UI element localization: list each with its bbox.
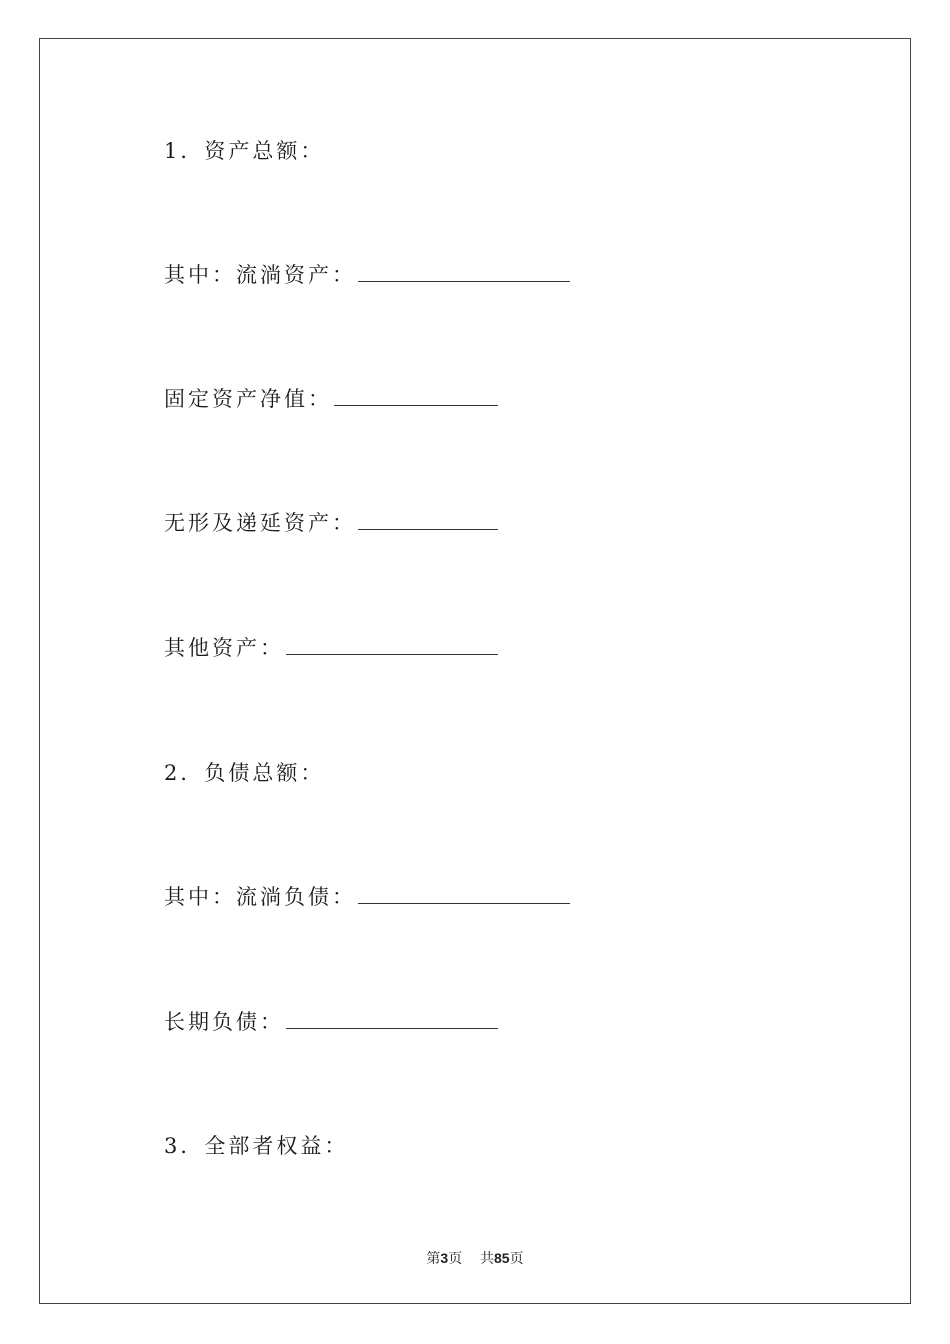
other-assets-blank[interactable] [286, 636, 498, 655]
current-liabilities-row [164, 883, 570, 911]
long-term-liabilities-blank[interactable] [286, 1010, 498, 1029]
long-term-liabilities-label: 长期负债： [164, 1010, 284, 1034]
current-liabilities-label: 其中：流淌负债： [164, 885, 356, 909]
intangible-assets-row [164, 509, 498, 537]
total-assets-label: 1．资产总额： [164, 139, 325, 163]
current-assets-blank[interactable] [358, 263, 570, 282]
current-assets-label: 其中：流淌资产： [164, 263, 356, 287]
page-footer [0, 1248, 950, 1268]
total-prefix: 共 [480, 1251, 495, 1267]
intangible-assets-blank[interactable] [358, 511, 498, 530]
intangible-assets-label: 无形及递延资产： [164, 511, 356, 535]
fixed-assets-row [164, 385, 498, 413]
total-suffix: 页 [509, 1251, 524, 1267]
other-assets-label: 其他资产： [164, 636, 284, 660]
page-suffix: 页 [448, 1251, 463, 1267]
other-assets-row [164, 634, 498, 662]
page-border [39, 38, 911, 1304]
total-assets-heading [164, 137, 324, 165]
page-prefix: 第 [426, 1251, 441, 1267]
total-liabilities-label: 2．负债总额： [164, 761, 325, 785]
fixed-assets-blank[interactable] [334, 387, 498, 406]
total-pages: 85 [494, 1250, 510, 1266]
fixed-assets-label: 固定资产净值： [164, 387, 332, 411]
total-liabilities-heading [164, 759, 324, 787]
current-assets-row [164, 261, 570, 289]
current-liabilities-blank[interactable] [358, 885, 570, 904]
page-number: 3 [440, 1250, 449, 1266]
long-term-liabilities-row [164, 1008, 498, 1036]
owners-equity-label: 3．全部者权益： [164, 1134, 349, 1158]
owners-equity-heading [164, 1132, 348, 1160]
